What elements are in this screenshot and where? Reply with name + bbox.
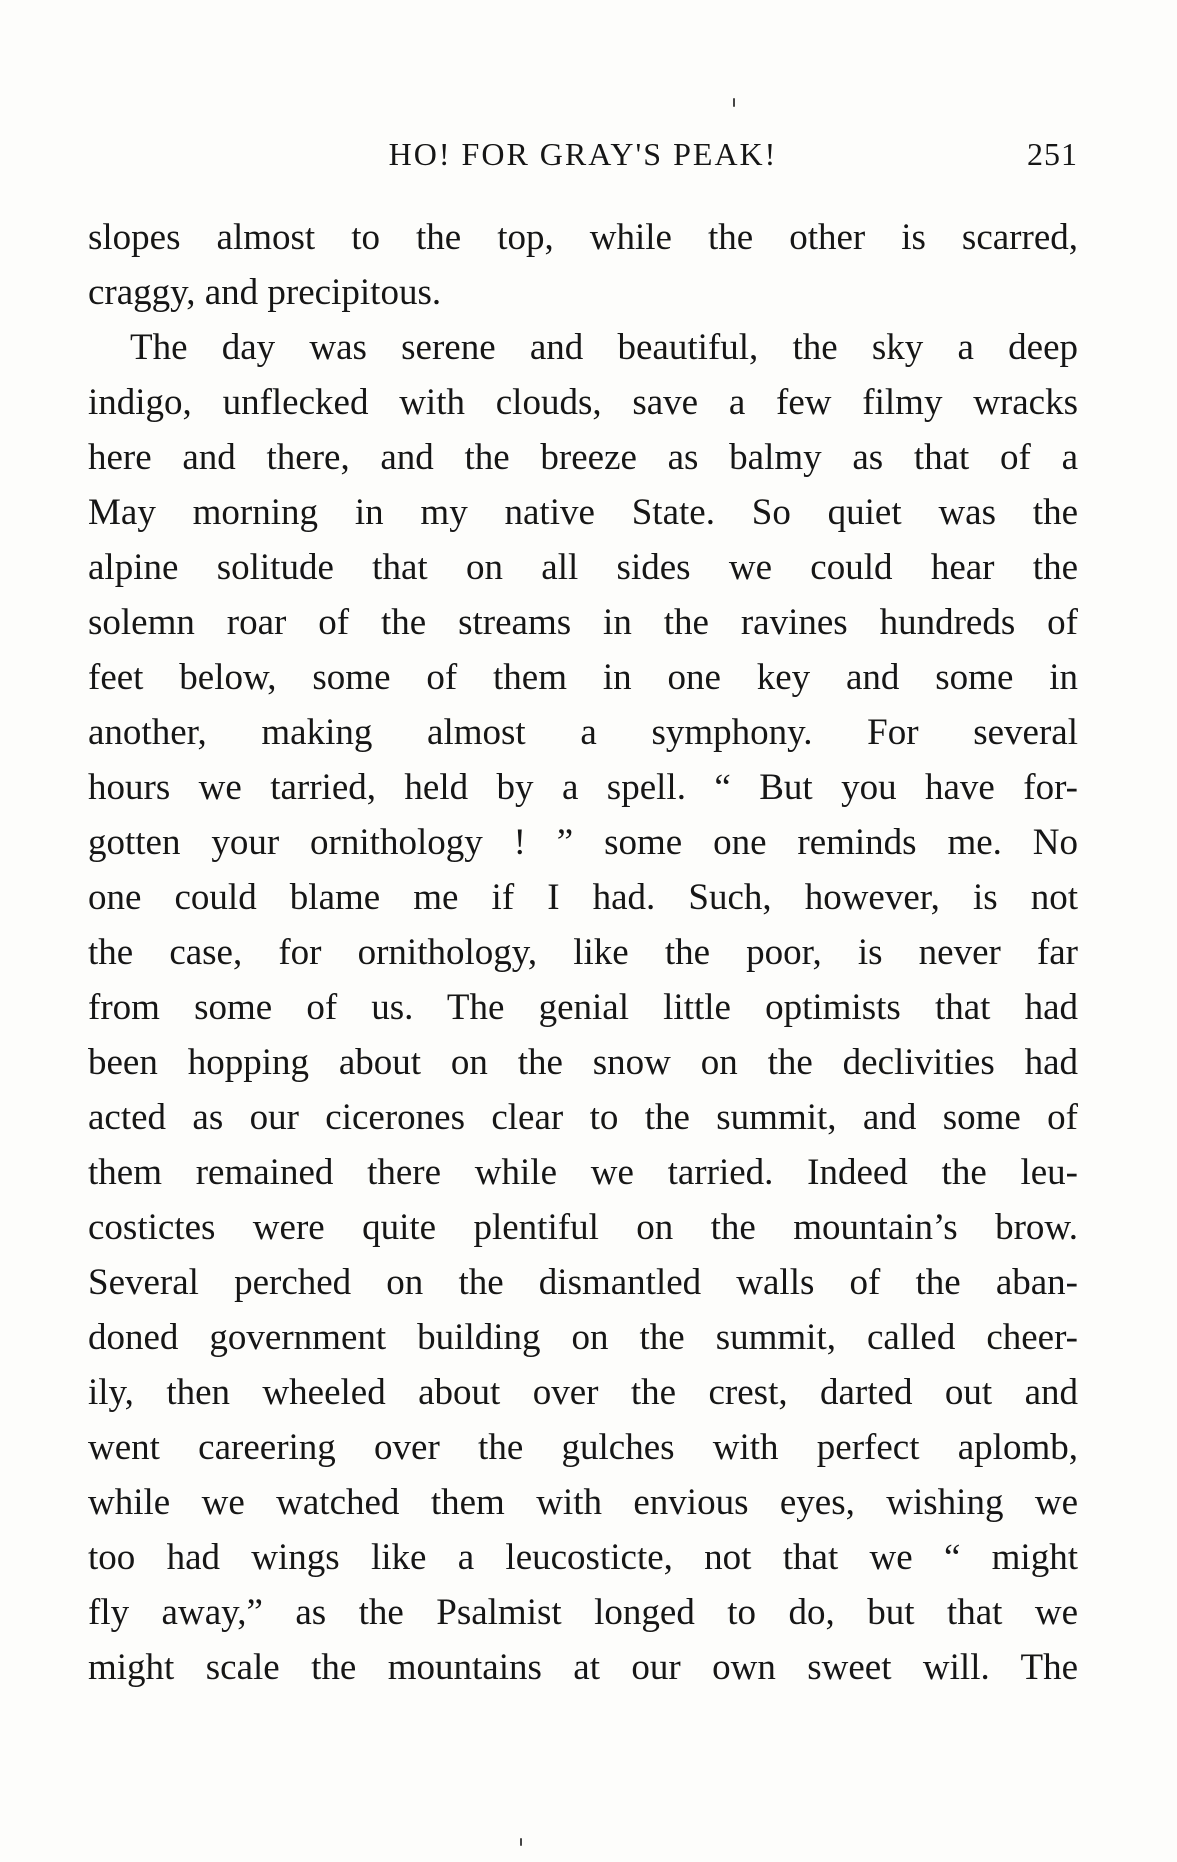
text-line: costictes were quite plentiful on the mountain’s brow. [88, 1207, 1078, 1248]
print-speck [520, 1838, 522, 1846]
print-speck [733, 98, 735, 107]
text-line: May morning in my native State. So quiet was the [88, 492, 1078, 533]
text-line: while we watched them with envious eyes, wishing we [88, 1482, 1078, 1523]
text-line: might scale the mountains at our own sweet will. The [88, 1647, 1078, 1688]
text-line: ily, then wheeled about over the crest, darted out and [88, 1372, 1078, 1413]
text-line: doned government building on the summit, called cheer- [88, 1317, 1078, 1358]
text-line: craggy, and precipitous. [88, 272, 442, 313]
text-line: alpine solitude that on all sides we could hear the [88, 547, 1078, 588]
page-number: 251 [1027, 136, 1078, 172]
text-line: went careering over the gulches with perfect aplomb, [88, 1427, 1078, 1468]
text-line: indigo, unflecked with clouds, save a few filmy wracks [88, 382, 1078, 423]
text-line: too had wings like a leucosticte, not that we “ might [88, 1537, 1078, 1578]
text-line: them remained there while we tarried. Indeed the leu- [88, 1152, 1078, 1193]
text-line: Several perched on the dismantled walls of the aban- [88, 1262, 1078, 1303]
running-title: HO! FOR GRAY'S PEAK! [388, 136, 778, 172]
text-line: feet below, some of them in one key and some in [88, 657, 1078, 698]
text-line: acted as our cicerones clear to the summit, and some of [88, 1097, 1078, 1138]
text-line: The day was serene and beautiful, the sky a deep [130, 327, 1078, 368]
text-line: fly away,” as the Psalmist longed to do, but that we [88, 1592, 1078, 1633]
text-line: been hopping about on the snow on the declivities had [88, 1042, 1078, 1083]
text-line: solemn roar of the streams in the ravines hundreds of [88, 602, 1078, 643]
text-line: slopes almost to the top, while the other is scarred, [88, 217, 1078, 258]
text-line: gotten your ornithology ! ” some one reminds me. No [88, 822, 1078, 863]
body-text [88, 210, 1078, 1695]
page-header [88, 132, 1078, 176]
text-line: here and there, and the breeze as balmy as that of a [88, 437, 1078, 478]
text-line: one could blame me if I had. Such, however, is not [88, 877, 1078, 918]
text-line: the case, for ornithology, like the poor, is never far [88, 932, 1078, 973]
text-line: another, making almost a symphony. For several [88, 712, 1078, 753]
text-line: from some of us. The genial little optimists that had [88, 987, 1078, 1028]
text-line: hours we tarried, held by a spell. “ But you have for- [88, 767, 1078, 808]
